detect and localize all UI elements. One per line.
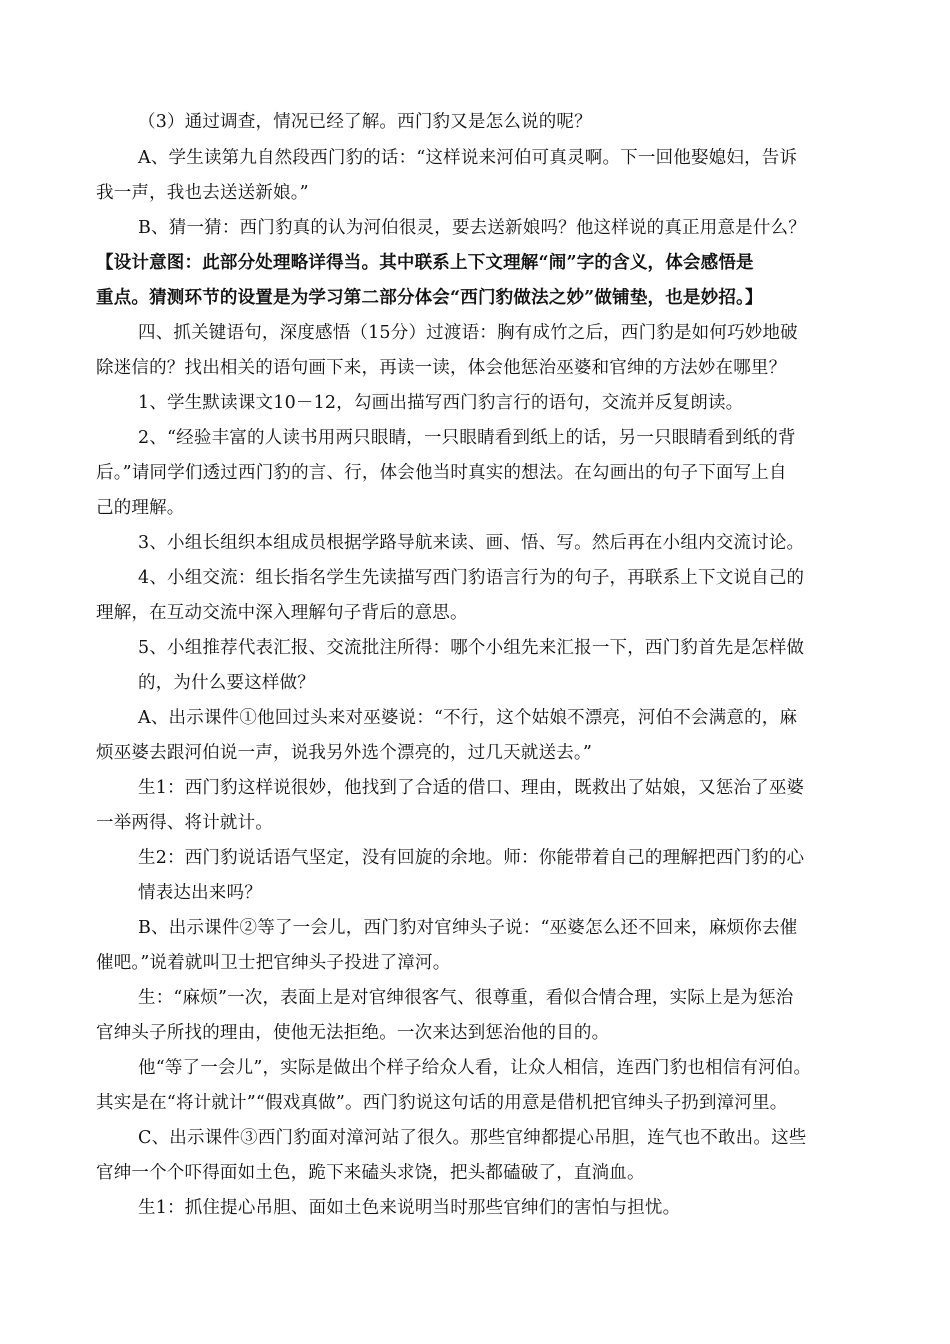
text-line: （3）通过调查，情况已经了解。西门豹又是怎么说的呢？ bbox=[138, 112, 592, 132]
text-line: 催吧。”说着就叫卫士把官绅头子投进了漳河。 bbox=[96, 953, 451, 973]
text-line: 官绅头子所找的理由，使他无法拒绝。一次来达到惩治他的目的。 bbox=[96, 1023, 610, 1043]
text-line: 我一声，我也去送送新娘。” bbox=[96, 183, 309, 203]
text-line: 一举两得、将计就计。 bbox=[96, 813, 273, 833]
text-line: 后。”请同学们透过西门豹的言、行，体会他当时真实的想法。在勾画出的句子下面写上自 bbox=[96, 463, 787, 483]
text-line: 2、“经验丰富的人读书用两只眼睛，一只眼睛看到纸上的话，另一只眼睛看到纸的背 bbox=[138, 428, 796, 448]
text-line: A、学生读第九自然段西门豹的话：“这样说来河伯可真灵啊。下一回他娶媳妇，告诉 bbox=[138, 148, 798, 168]
text-line: 的，为什么要这样做？ bbox=[138, 673, 315, 693]
text-line: 1、学生默读课文10－12，勾画出描写西门豹言行的语句，交流并反复朗读。 bbox=[138, 393, 744, 413]
text-line: 5、小组推荐代表汇报、交流批注所得：哪个小组先来汇报一下，西门豹首先是怎样做 bbox=[138, 638, 805, 658]
text-line: 理解，在互动交流中深入理解句子背后的意思。 bbox=[96, 603, 468, 623]
text-line: A、出示课件①他回过头来对巫婆说：“不行，这个姑娘不漂亮，河伯不会满意的，麻 bbox=[138, 708, 798, 728]
text-line: 他“等了一会儿”，实际是做出个样子给众人看，让众人相信，连西门豹也相信有河伯。 bbox=[138, 1058, 812, 1078]
text-line: C、出示课件③西门豹面对漳河站了很久。那些官绅都提心吊胆，连气也不敢出。这些 bbox=[138, 1128, 807, 1148]
text-line: 官绅一个个吓得面如土色，跪下来磕头求饶，把头都磕破了，直淌血。 bbox=[96, 1163, 645, 1183]
text-line: B、出示课件②等了一会儿，西门豹对官绅头子说：“巫婆怎么还不回来，麻烦你去催 bbox=[138, 918, 798, 938]
text-line: 烦巫婆去跟河伯说一声，说我另外选个漂亮的，过几天就送去。” bbox=[96, 743, 592, 763]
text-line: 除迷信的？找出相关的语句画下来，再读一读，体会他惩治巫婆和官绅的方法妙在哪里？ bbox=[96, 358, 787, 378]
text-line: 4、小组交流：组长指名学生先读描写西门豹语言行为的句子，再联系上下文说自己的 bbox=[138, 568, 805, 588]
text-line: 其实是在“将计就计”“假戏真做”。西门豹说这句话的用意是借机把官绅头子扔到漳河里。 bbox=[96, 1093, 788, 1113]
text-line: 生：“麻烦”一次，表面上是对官绅很客气、很尊重，看似合情合理，实际上是为惩治 bbox=[138, 988, 794, 1008]
text-line: 己的理解。 bbox=[96, 498, 185, 518]
text-line: 生2：西门豹说话语气坚定，没有回旋的余地。师：你能带着自己的理解把西门豹的心 bbox=[138, 848, 805, 868]
text-line: 生1：西门豹这样说很妙，他找到了合适的借口、理由，既救出了姑娘，又惩治了巫婆 bbox=[138, 778, 805, 798]
design-intent-line: 重点。猜测环节的设置是为学习第二部分体会“西门豹做法之妙”做铺垫，也是妙招。】 bbox=[96, 288, 763, 308]
text-line: 情表达出来吗？ bbox=[138, 883, 262, 903]
design-intent-line: 【设计意图：此部分处理略详得当。其中联系上下文理解“闹”字的含义，体会感悟是 bbox=[96, 253, 754, 273]
section-heading-line: 四、抓关键语句，深度感悟（15分）过渡语：胸有成竹之后，西门豹是如何巧妙地破 bbox=[138, 323, 798, 343]
text-line: 3、小组长组织本组成员根据学路导航来读、画、悟、写。然后再在小组内交流讨论。 bbox=[138, 533, 805, 553]
text-line: B、猜一猜：西门豹真的认为河伯很灵，要去送新娘吗？他这样说的真正用意是什么？ bbox=[138, 218, 806, 238]
text-line: 生1：抓住提心吊胆、面如土色来说明当时那些官绅们的害怕与担忧。 bbox=[138, 1198, 681, 1218]
